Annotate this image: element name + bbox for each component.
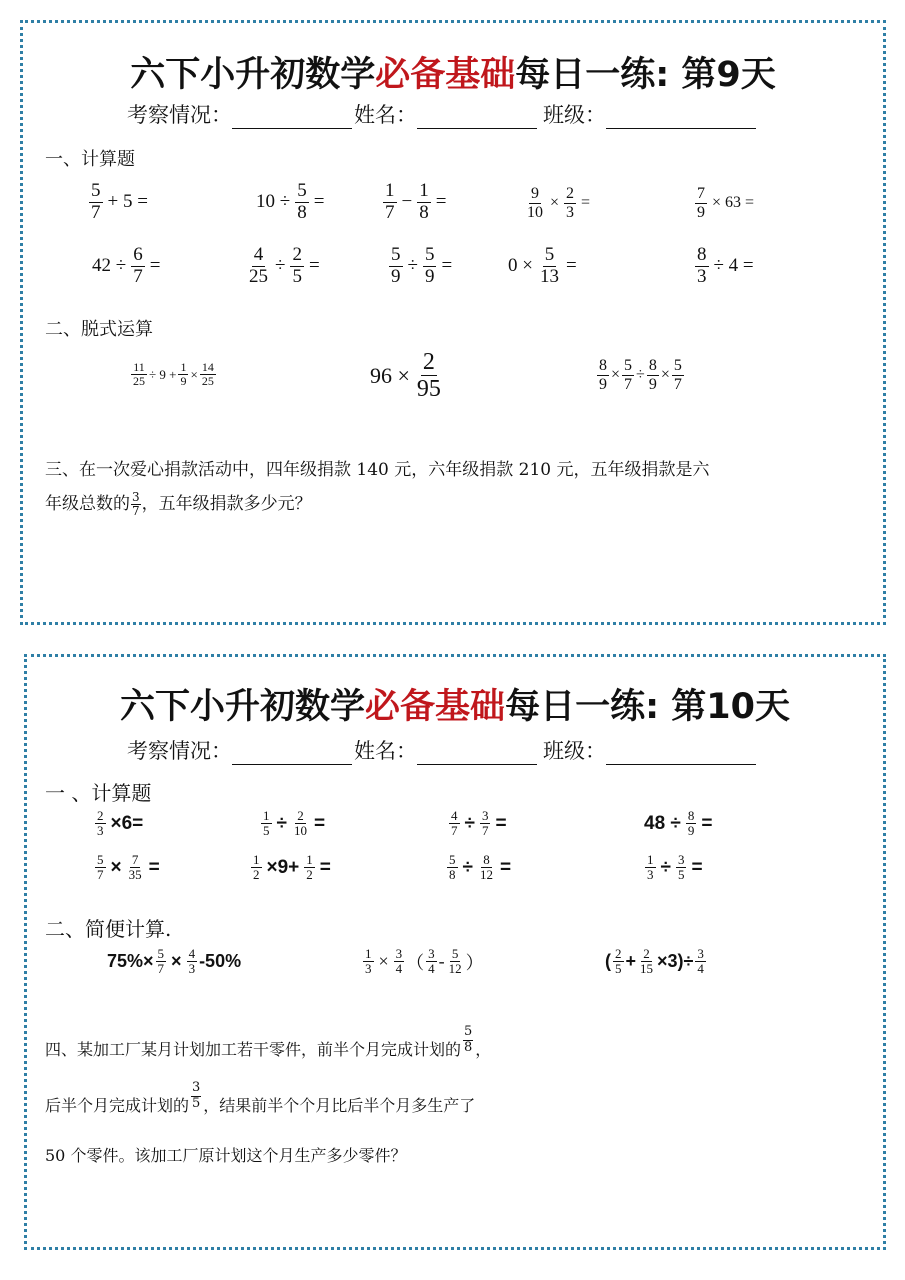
word-problem-3-line2 [45,489,312,518]
fraction [389,245,403,288]
fraction-denominator: 5 [677,867,685,883]
fraction [695,947,706,977]
fraction-numerator: 3 [192,1080,201,1095]
name-blank[interactable] [417,742,537,765]
fraction-denominator: 12 [479,867,493,883]
expression-text: 年级总数的 [45,494,130,514]
fraction [417,181,431,224]
calc-expr-10 [693,245,757,288]
fraction [304,853,315,883]
expression-text: = [499,856,512,878]
fraction-denominator: 8 [419,201,429,223]
fraction-denominator: 3 [365,961,372,977]
worksheet-day9 [20,20,886,625]
expression-text: = [149,255,161,277]
calc-expr-7 [445,853,514,883]
fraction-denominator: 7 [133,265,143,287]
expression-text: × [611,366,621,384]
fraction-numerator: 3 [481,808,489,823]
expression-text: - [438,951,445,972]
fraction-numerator: 5 [624,357,633,374]
fraction-numerator: 1 [419,180,429,201]
fraction-denominator: 7 [673,375,682,393]
fraction-denominator: 25 [201,374,214,389]
fraction-denominator: 8 [449,867,456,883]
fraction-numerator: 1 [365,946,372,961]
fraction-numerator: 1 [263,808,270,823]
fraction-denominator: 7 [97,867,104,883]
fraction [191,1081,201,1112]
fraction-denominator: 10 [293,823,307,839]
expression-text: × [110,856,122,878]
fraction-denominator: 95 [416,376,441,403]
fraction-numerator: 5 [544,244,555,265]
fraction-denominator: 12 [448,961,462,977]
fraction-denominator: 5 [615,961,622,977]
fraction [538,245,561,288]
fraction-numerator: 8 [648,357,657,374]
fraction [290,245,304,288]
expression-text: 四、某加工厂某月计划加工若干零件，前半个月完成计划的 [45,1039,462,1059]
expression-text: ÷ [276,812,287,834]
calc-expr-1 [87,181,151,224]
fraction-denominator: 5 [263,823,270,839]
fraction-denominator: 7 [385,201,395,223]
fraction-denominator: 9 [391,265,401,287]
fraction [261,809,272,839]
expression-text: 42 ÷ [92,255,127,277]
expression-text: ÷ [660,856,671,878]
calc-expr-5 [93,853,163,883]
fraction-numerator: 9 [531,185,539,202]
expression-text: × [171,951,182,972]
fraction-numerator: 3 [395,946,403,961]
fraction-numerator: 5 [297,180,307,201]
expression-text: = [148,856,160,878]
expression-text: ÷ [407,255,418,277]
simplify-expr-2 [361,947,484,977]
fraction [394,947,405,977]
fraction [480,809,491,839]
fraction [131,245,145,288]
class-blank[interactable] [606,106,756,129]
fraction-denominator: 7 [481,823,489,839]
expression-text: ÷ [275,255,286,277]
fraction-denominator: 5 [192,1095,201,1111]
fraction-numerator: 14 [201,360,214,374]
calc-expr-2 [259,809,328,839]
fraction-numerator: 4 [253,244,264,265]
fraction-denominator: 4 [428,961,435,977]
fraction-numerator: 2 [643,946,650,961]
fraction-numerator: 2 [615,946,622,961]
fraction-numerator: 5 [673,357,682,374]
fraction-denominator: 7 [451,823,458,839]
fraction [178,361,188,388]
calc-expr-8 [643,853,706,883]
fraction [564,185,576,221]
fraction-denominator: 8 [297,201,307,223]
expression-text: + 5 = [107,191,148,213]
name-blank[interactable] [417,106,537,129]
expression-text: 10 ÷ [256,191,291,213]
fraction-denominator: 3 [647,867,654,883]
expression-text: = [308,255,320,277]
expression-text: 48 ÷ [644,812,681,834]
fraction [695,185,707,221]
fraction-numerator: 4 [451,808,458,823]
fraction-numerator: 2 [422,349,435,375]
fraction [156,947,167,977]
expression-text: 96 × [370,362,410,388]
fraction [447,853,458,883]
expression-text: ÷ [464,812,475,834]
expression-text: ） [465,952,484,973]
fraction-denominator: 9 [648,375,657,393]
fraction-numerator: 3 [697,946,704,961]
fraction-numerator: 1 [180,360,187,374]
fraction [622,357,634,393]
fraction-denominator: 10 [527,203,543,221]
fraction [95,853,106,883]
calc-expr-9 [505,245,580,288]
check-blank[interactable] [232,106,352,129]
check-blank[interactable] [232,742,352,765]
fraction-denominator: 25 [133,374,145,389]
calc-expr-4 [641,809,715,839]
fraction-denominator: 8 [464,1039,473,1055]
expression-text: 0 × [508,255,533,277]
fraction-denominator: 9 [687,823,695,839]
fraction-numerator: 1 [306,852,313,867]
fraction-numerator: 3 [677,852,685,867]
expression-text: ×6= [110,812,144,834]
fraction-numerator: 1 [253,852,260,867]
fraction [638,947,655,977]
worksheet-title: 六下小升初数学必备基础每日一练: 第9天 [130,55,776,95]
fraction-numerator: 5 [451,946,459,961]
section-heading-calc: 一、计算题 [45,149,135,170]
expression-text: ×3)÷ [657,951,694,972]
fraction-numerator: 5 [449,852,456,867]
expression-text: = [313,812,326,834]
fraction-numerator: 2 [566,185,575,202]
fraction [292,809,309,839]
calc-expr-5 [693,185,757,221]
fraction-numerator: 7 [697,185,705,202]
fraction [383,181,397,224]
fraction-numerator: 2 [292,244,302,265]
expression-text: ，五年级捐款多少元？ [141,494,312,514]
expression-text: ，结果前半个个月比后半个月多生产了 [203,1095,476,1115]
calc-expr-1 [93,809,146,839]
expression-text: ( [605,951,611,972]
fraction-denominator: 9 [180,374,187,389]
fraction [187,947,198,977]
fraction [672,357,684,393]
step-expr-3 [595,357,686,393]
expression-text: ， [475,1039,492,1059]
fraction [597,357,609,393]
expression-text: 后半个月完成计划的 [45,1095,190,1115]
calc-expr-6 [249,853,334,883]
expression-text: ÷ 4 = [713,255,754,277]
fraction [415,349,443,403]
expression-text: （ [406,952,425,973]
fraction-denominator: 13 [539,265,559,287]
fraction-numerator: 11 [133,360,145,374]
calc-expr-7 [245,245,323,288]
fraction-numerator: 5 [424,244,435,265]
fraction-denominator: 7 [624,375,633,393]
fraction-numerator: 5 [157,946,165,961]
section-heading-step: 二、脱式运算 [45,319,153,340]
fraction [478,853,495,883]
fraction [426,947,437,977]
simplify-expr-3 [605,947,708,977]
expression-text: = [435,191,447,213]
expression-text: − [401,191,413,213]
fraction [449,809,460,839]
expression-text: ÷ [636,366,645,384]
fraction-numerator: 7 [131,852,139,867]
fraction [447,947,464,977]
class-blank[interactable] [606,742,756,765]
calc-expr-6 [89,245,163,288]
fraction [676,853,687,883]
fraction-denominator: 7 [91,201,101,223]
worksheet-day10 [24,654,886,1250]
fraction [613,947,624,977]
word-problem-4-line1 [45,1024,492,1060]
calc-expr-3 [381,181,449,224]
fraction-numerator: 5 [97,852,104,867]
fraction [525,185,545,221]
section-heading-calc: 一 、计算题 [45,781,152,805]
fraction [686,809,697,839]
fraction [423,245,437,288]
expression-text: = [319,856,331,878]
expression-text: = [581,194,591,212]
expression-text: × [550,194,560,212]
expression-text: ÷ 9 + [149,366,177,382]
fraction [247,245,270,288]
simplify-expr-1 [107,947,241,977]
calc-expr-2 [253,181,327,224]
expression-text: = [495,812,507,834]
fraction-denominator: 3 [188,961,196,977]
expression-text: = [313,191,325,213]
fraction-numerator: 8 [697,244,707,265]
fraction-numerator: 3 [428,946,435,961]
calc-expr-8 [387,245,455,288]
fraction [127,853,144,883]
fraction-numerator: 2 [97,808,104,823]
expression-text: 75%× [107,951,154,972]
word-problem-4-line2 [45,1080,476,1116]
fraction [645,853,656,883]
expression-text: + [625,951,637,972]
fraction [295,181,309,224]
expression-text: = [691,856,703,878]
student-info-row: 考察情况： 姓名： 班级： [127,99,756,129]
fraction [131,361,147,388]
fraction-denominator: 2 [253,867,260,883]
fraction-numerator: 5 [391,244,401,265]
word-problem-3-line1: 三、在一次爱心捐款活动中，四年级捐款 140 元，六年级捐款 210 元，五年级捐款是六 [45,460,710,480]
expression-text: × [378,951,389,972]
fraction-numerator: 8 [687,808,695,823]
fraction-denominator: 7 [157,961,165,977]
expression-text: × 63 = [712,194,755,212]
fraction-denominator: 4 [697,961,704,977]
fraction-numerator: 3 [132,490,140,505]
fraction-numerator: 8 [483,852,490,867]
fraction-denominator: 9 [697,203,705,221]
fraction-denominator: 5 [292,265,302,287]
calc-expr-4 [523,185,593,221]
section-heading-simplify: 二、简便计算. [45,917,172,941]
fraction-numerator: 5 [464,1024,473,1039]
fraction-denominator: 35 [128,867,142,883]
fraction-denominator: 4 [395,961,403,977]
fraction-denominator: 3 [97,823,104,839]
expression-text: = [565,255,577,277]
fraction [695,245,709,288]
expression-text: = [701,812,713,834]
word-problem-4-line3: 50 个零件。该加工厂原计划这个月生产多少零件？ [45,1146,407,1165]
step-expr-2 [367,349,445,403]
fraction [463,1025,473,1056]
fraction-numerator: 5 [91,180,101,201]
fraction-denominator: 3 [566,203,575,221]
fraction-denominator: 9 [424,265,435,287]
step-expr-1 [129,361,218,388]
fraction-denominator: 15 [640,961,654,977]
expression-text: -50% [199,951,242,972]
fraction-numerator: 1 [385,180,395,201]
expression-text: × [190,366,198,382]
fraction-numerator: 6 [133,244,143,265]
fraction-denominator: 3 [697,265,707,287]
fraction [251,853,262,883]
fraction [131,491,141,517]
student-info-row: 考察情况： 姓名： 班级： [127,735,756,765]
fraction [95,809,106,839]
fraction-numerator: 2 [297,808,304,823]
fraction-denominator: 7 [132,504,140,518]
expression-text: ÷ [462,856,473,878]
fraction [363,947,374,977]
expression-text: × [660,366,670,384]
fraction-numerator: 8 [599,357,607,374]
fraction-denominator: 2 [306,867,313,883]
fraction-numerator: 4 [188,946,196,961]
fraction-denominator: 25 [249,265,268,287]
fraction-numerator: 1 [647,852,654,867]
fraction [200,361,216,388]
expression-text: = [441,255,453,277]
fraction-denominator: 9 [599,375,607,393]
fraction [89,181,103,224]
expression-text: ×9+ [266,856,300,878]
fraction [647,357,659,393]
worksheet-title: 六下小升初数学必备基础每日一练: 第10天 [120,687,790,727]
calc-expr-3 [447,809,510,839]
